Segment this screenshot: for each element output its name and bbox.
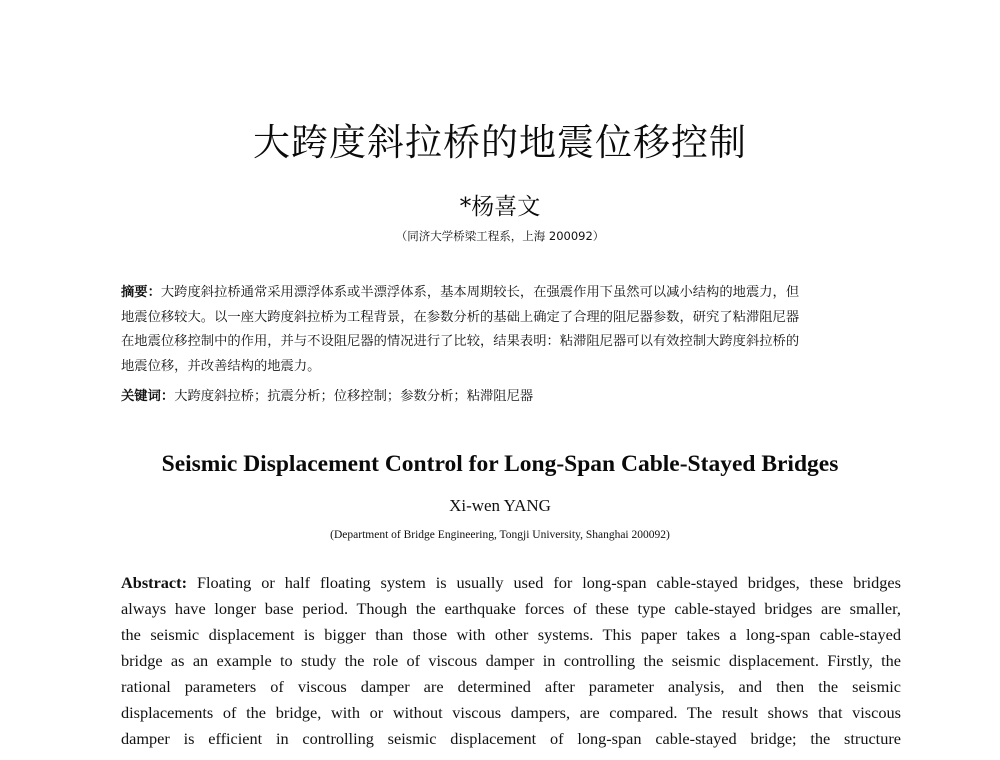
chinese-keywords bbox=[121, 387, 533, 407]
chinese-keywords-text: 大跨度斜拉桥；抗震分析；位移控制；参数分析；粘滞阻尼器 bbox=[174, 389, 534, 404]
english-abstract-label: Abstract: bbox=[121, 573, 188, 592]
english-abstract-line: displacements of the bridge, with or without viscous dampers, are compared. The result shows that viscous bbox=[121, 703, 901, 722]
english-affiliation: (Department of Bridge Engineering, Tongji University, Shanghai 200092) bbox=[330, 529, 670, 541]
english-abstract-line bbox=[121, 570, 901, 596]
english-abstract-text: Floating or half floating system is usually used for long-span cable-stayed bridges, these bridges bbox=[187, 573, 901, 592]
chinese-abstract-line: 地震位移较大。以一座大跨度斜拉桥为工程背景，在参数分析的基础上确定了合理的阻尼器参数，研究了粘滞阻尼器 bbox=[121, 309, 800, 325]
english-abstract-line: rational parameters of viscous damper are determined after parameter analysis, and then the seismic bbox=[121, 677, 901, 696]
chinese-abstract-line: 地震位移，并改善结构的地震力。 bbox=[121, 358, 321, 374]
chinese-author: *杨喜文 bbox=[459, 194, 541, 220]
english-abstract-line: bridge as an example to study the role of viscous damper in controlling the seismic displacement. Firstly, the bbox=[121, 651, 901, 670]
english-abstract-line: damper is efficient in controlling seismic displacement of long-span cable-stayed bridge; the structure bbox=[121, 729, 901, 748]
chinese-abstract-text: 大跨度斜拉桥通常采用漂浮体系或半漂浮体系，基本周期较长，在强震作用下虽然可以减小结构的地震力，但 bbox=[160, 285, 800, 300]
english-abstract-line: the seismic displacement is bigger than those with other systems. This paper takes a long-span cable-stayed bbox=[121, 625, 901, 644]
chinese-abstract-line bbox=[121, 281, 901, 306]
chinese-affiliation: （同济大学桥梁工程系，上海 200092） bbox=[395, 229, 605, 243]
english-title: Seismic Displacement Control for Long-Span Cable-Stayed Bridges bbox=[161, 451, 839, 477]
chinese-abstract-label: 摘要： bbox=[121, 285, 161, 300]
english-abstract-line: always have longer base period. Though the earthquake forces of these type cable-stayed bridges are smaller, bbox=[121, 599, 901, 618]
english-abstract bbox=[121, 570, 901, 752]
chinese-abstract bbox=[121, 281, 901, 379]
chinese-keywords-label: 关键词： bbox=[121, 389, 175, 404]
chinese-title: 大跨度斜拉桥的地震位移控制 bbox=[253, 121, 747, 164]
chinese-abstract-line: 在地震位移控制中的作用，并与不设阻尼器的情况进行了比较，结果表明：粘滞阻尼器可以有效控制大跨度斜拉桥的 bbox=[121, 334, 800, 349]
english-author: Xi-wen YANG bbox=[449, 496, 551, 515]
